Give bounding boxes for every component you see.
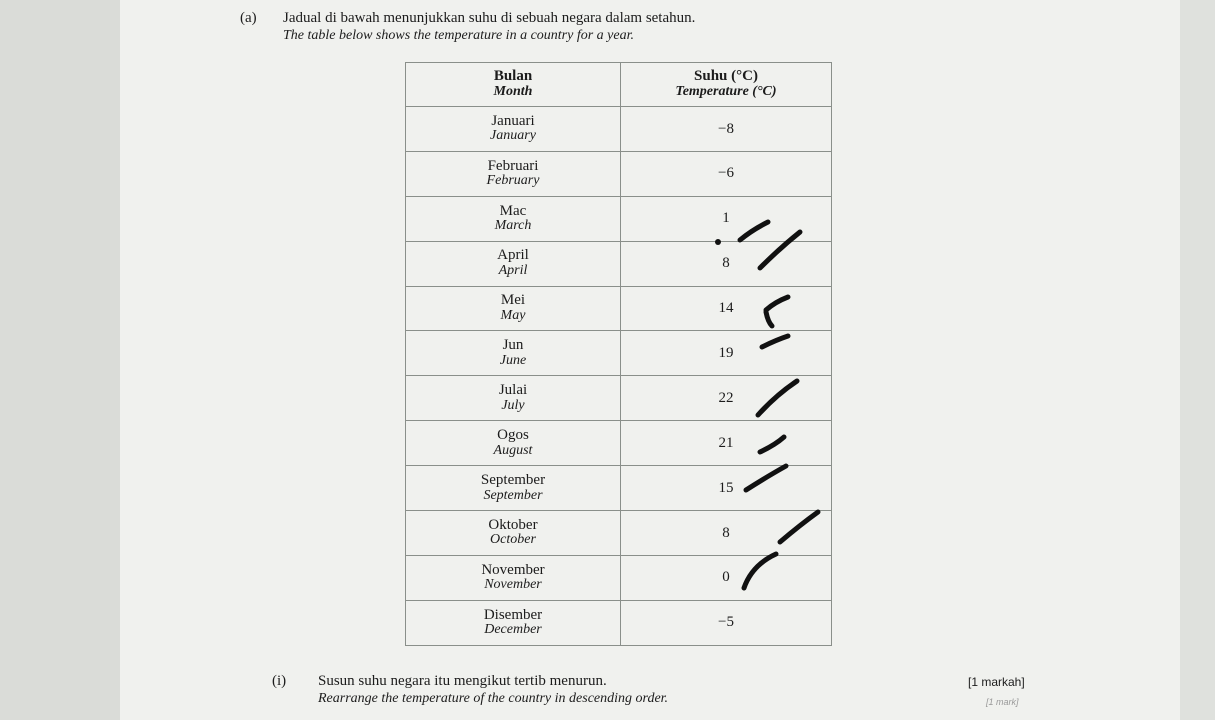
month-cell xyxy=(406,421,621,466)
month-header-malay: Bulan xyxy=(493,68,533,85)
table-row xyxy=(406,376,832,421)
month-name-malay: Mac xyxy=(499,202,527,219)
temperature-cell xyxy=(621,511,832,556)
temperature-value: −6 xyxy=(718,165,734,182)
month-name-malay: April xyxy=(497,247,529,264)
table-row xyxy=(406,511,832,556)
temperature-value: 8 xyxy=(722,524,730,541)
temperature-value: −8 xyxy=(718,120,734,137)
month-name-malay: Mei xyxy=(500,292,526,309)
subquestion-number: (i) xyxy=(272,673,287,689)
temperature-cell xyxy=(621,286,832,331)
marks-malay: [1 markah] xyxy=(968,675,1025,689)
month-name-english: February xyxy=(486,173,540,189)
table-row xyxy=(406,600,832,645)
month-name-malay: Ogos xyxy=(497,426,529,443)
temperature-cell xyxy=(621,196,832,241)
month-name-english: May xyxy=(500,308,526,324)
month-cell xyxy=(406,555,621,600)
month-cell xyxy=(406,151,621,196)
month-header xyxy=(406,63,621,107)
temperature-table xyxy=(405,62,832,646)
question-text-malay: Jadual di bawah menunjukkan suhu di sebuah negara dalam setahun. xyxy=(283,10,696,26)
month-name-malay: Julai xyxy=(498,382,528,399)
temperature-cell xyxy=(621,331,832,376)
table-row xyxy=(406,421,832,466)
temperature-cell xyxy=(621,151,832,196)
month-name-malay: Januari xyxy=(491,112,535,129)
month-cell xyxy=(406,511,621,556)
temperature-value: 0 xyxy=(722,569,730,586)
marks-english: [1 mark] xyxy=(986,697,1019,707)
month-name-english: October xyxy=(490,532,536,548)
month-cell xyxy=(406,376,621,421)
background-right xyxy=(1180,0,1215,720)
table-row xyxy=(406,241,832,286)
temperature-value: 15 xyxy=(718,479,734,496)
temperature-header-malay: Suhu (°C) xyxy=(694,68,758,85)
background-left xyxy=(0,0,120,720)
month-cell xyxy=(406,241,621,286)
temperature-cell xyxy=(621,421,832,466)
temperature-value: 21 xyxy=(718,434,734,451)
temperature-value: 14 xyxy=(718,300,734,317)
temperature-value: 22 xyxy=(718,389,734,406)
temperature-cell xyxy=(621,241,832,286)
temperature-cell xyxy=(621,466,832,511)
temperature-header-english: Temperature (°C) xyxy=(675,84,777,100)
month-name-english: August xyxy=(493,442,533,458)
temperature-value: 1 xyxy=(722,210,730,227)
month-cell xyxy=(406,600,621,645)
table-row xyxy=(406,151,832,196)
month-cell xyxy=(406,466,621,511)
table-row xyxy=(406,331,832,376)
subquestion-text-malay: Susun suhu negara itu mengikut tertib menurun. xyxy=(318,673,607,689)
month-name-malay: September xyxy=(480,471,546,488)
month-cell xyxy=(406,331,621,376)
month-name-english: September xyxy=(483,487,543,503)
month-cell xyxy=(406,196,621,241)
month-name-english: June xyxy=(499,352,527,368)
month-name-english: December xyxy=(484,622,542,638)
question-label: (a) xyxy=(240,10,257,26)
month-name-english: March xyxy=(494,218,532,234)
table-row xyxy=(406,196,832,241)
month-name-malay: Jun xyxy=(502,337,524,354)
table-row xyxy=(406,555,832,600)
month-name-english: July xyxy=(501,397,525,413)
table-row xyxy=(406,107,832,152)
month-name-english: January xyxy=(490,128,536,144)
month-cell xyxy=(406,286,621,331)
month-header-english: Month xyxy=(493,84,533,100)
month-name-malay: Februari xyxy=(487,157,539,174)
table-header-row xyxy=(406,63,832,107)
subquestion-text-english: Rearrange the temperature of the country in descending order. xyxy=(318,691,669,706)
month-name-english: April xyxy=(498,263,528,279)
temperature-cell xyxy=(621,600,832,645)
month-name-malay: November xyxy=(481,561,545,578)
temperature-value: −5 xyxy=(718,614,734,631)
question-text-english: The table below shows the temperature in a country for a year. xyxy=(283,28,634,43)
table-row xyxy=(406,466,832,511)
month-name-malay: Oktober xyxy=(488,516,538,533)
temperature-cell xyxy=(621,376,832,421)
temperature-cell xyxy=(621,555,832,600)
temperature-header xyxy=(621,63,832,107)
month-name-english: November xyxy=(484,577,542,593)
table-row xyxy=(406,286,832,331)
month-name-malay: Disember xyxy=(483,606,543,623)
temperature-cell xyxy=(621,107,832,152)
temperature-value: 19 xyxy=(718,345,734,361)
month-cell xyxy=(406,107,621,152)
temperature-value: 8 xyxy=(722,255,730,272)
